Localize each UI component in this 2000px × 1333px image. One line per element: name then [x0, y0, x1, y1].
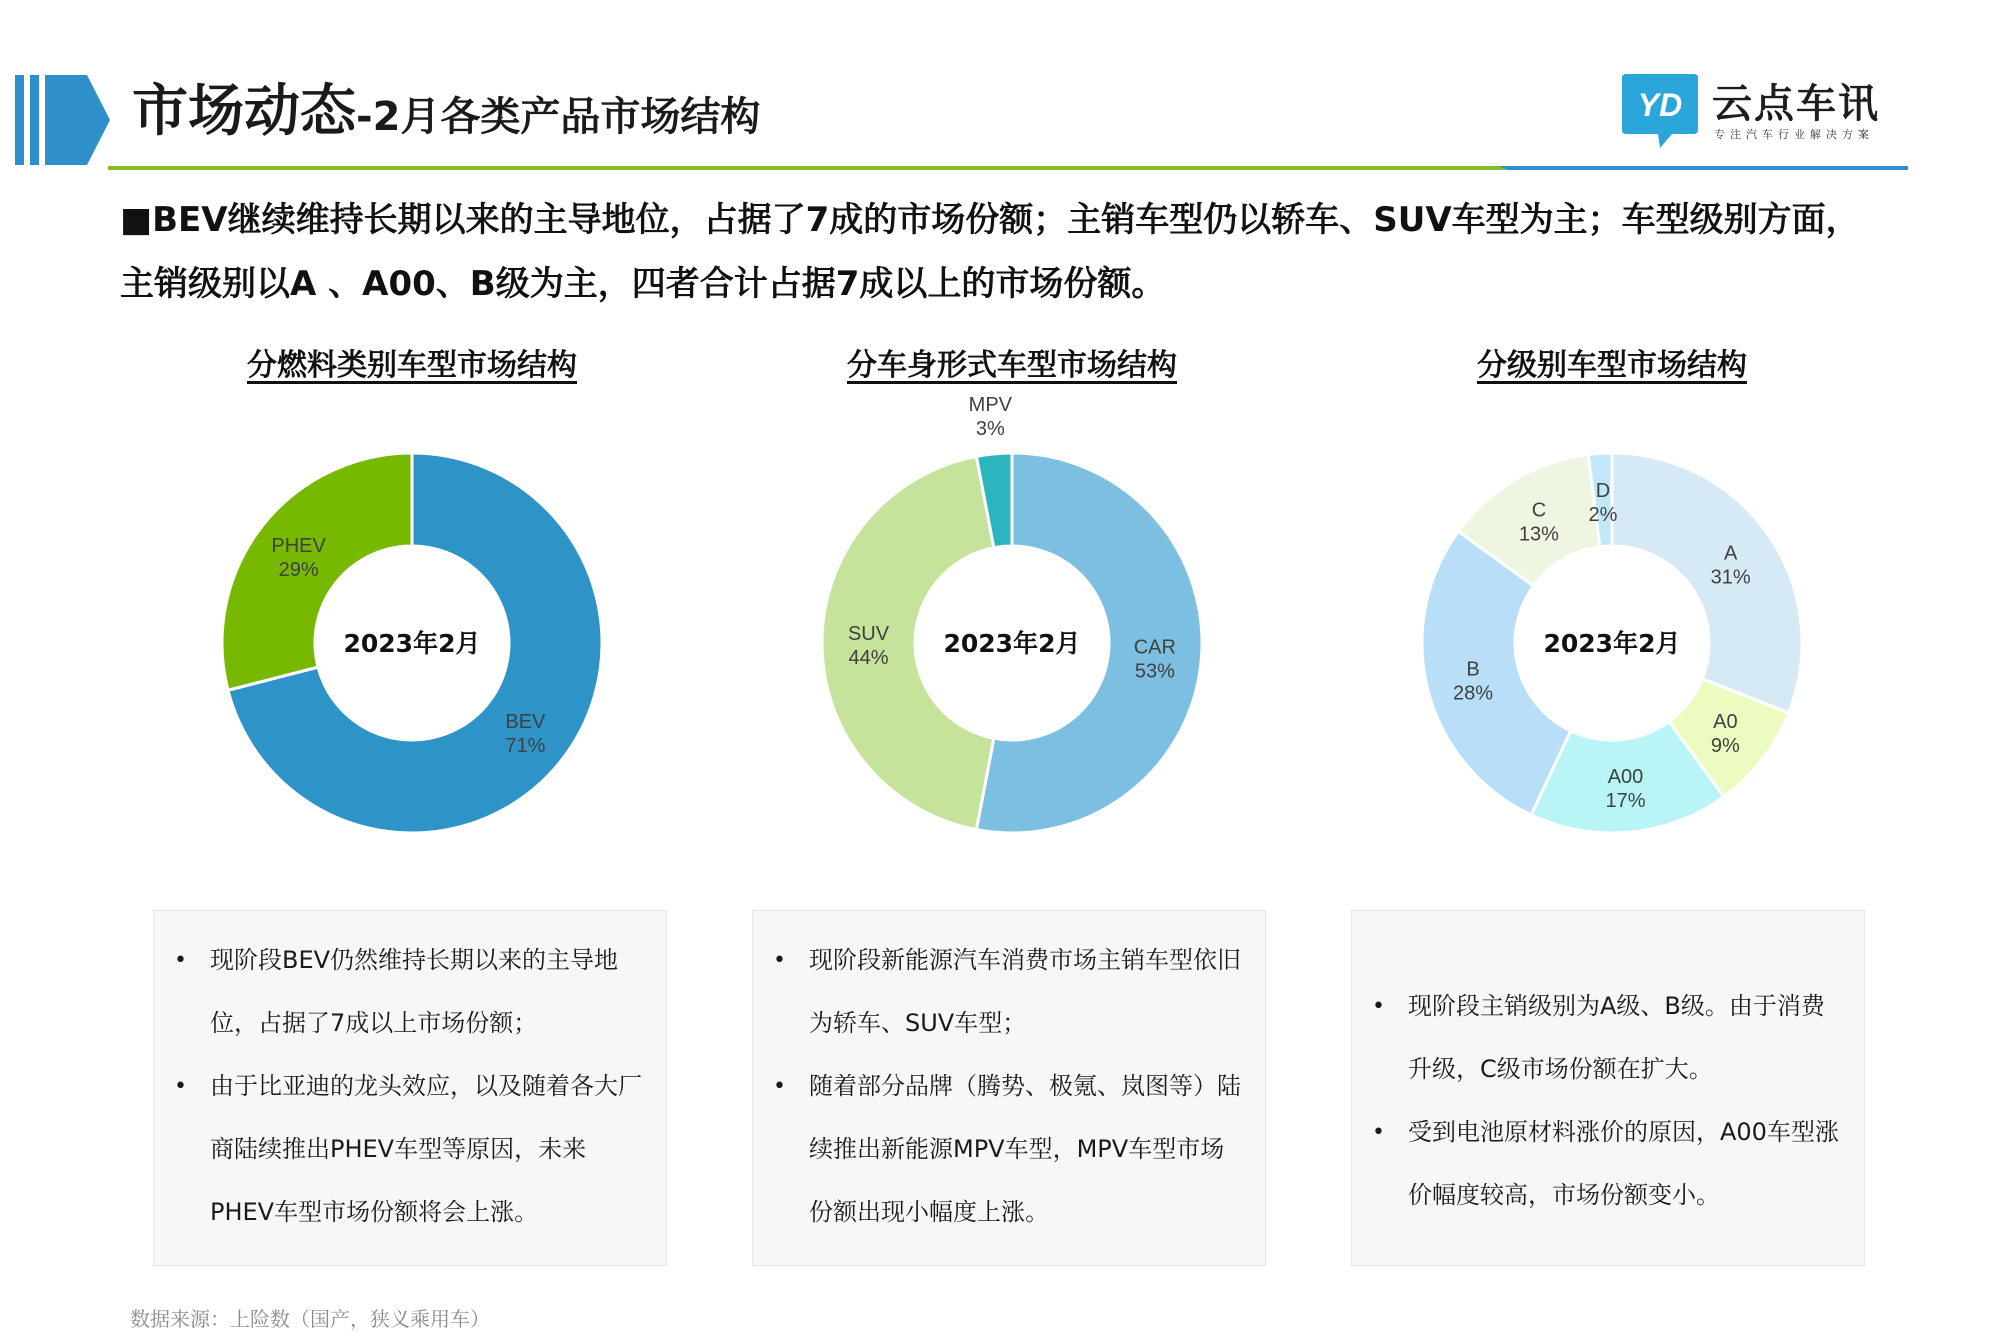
note-item: • 由于比亚迪的龙头效应，以及随着各大厂商陆续推出PHEV车型等原因，未来PHEV车型市场份额将会上涨。	[154, 1055, 666, 1244]
slice-name: PHEV	[271, 535, 326, 558]
svg-text:YD: YD	[1637, 87, 1683, 123]
slice-name: SUV	[847, 623, 890, 645]
slice-name: B	[1466, 658, 1480, 681]
note-box-body	[752, 910, 1266, 1266]
chart-title-class: 分级别车型市场结构	[1477, 348, 1747, 383]
slice-value: 17%	[1605, 789, 1646, 812]
page-title-main: 市场动态	[132, 79, 356, 144]
header-divider	[108, 165, 1908, 171]
slice-name: CAR	[1133, 636, 1176, 659]
slice-name: MPV	[968, 394, 1013, 417]
slice-label-mpv	[969, 394, 1013, 440]
slice-value: 31%	[1710, 566, 1751, 589]
slice-value: 44%	[848, 647, 889, 669]
logo-name: 云点车讯	[1712, 81, 1880, 127]
slice-value: 9%	[1710, 734, 1740, 757]
slice-value: 2%	[1588, 503, 1618, 526]
note-item: • 现阶段主销级别为A级、B级。由于消费升级，C级市场份额在扩大。	[1352, 975, 1864, 1101]
donut-chart-class	[1312, 400, 1912, 860]
slice-name: BEV	[505, 710, 546, 733]
slice-value: 29%	[278, 559, 319, 582]
donut-chart-fuel	[112, 400, 712, 860]
donut-chart-body	[712, 394, 1312, 860]
chart-title-fuel: 分燃料类别车型市场结构	[247, 348, 577, 383]
data-source: 数据来源：上险数（国产，狭义乘用车）	[130, 1307, 490, 1331]
chart-title-body: 分车身形式车型市场结构	[847, 348, 1177, 383]
slice-value: 28%	[1452, 682, 1494, 705]
slice-value: 3%	[975, 418, 1005, 441]
slice-name: A00	[1607, 765, 1644, 788]
donut-center-label: 2023年2月	[943, 629, 1081, 658]
note-item: • 现阶段BEV仍然维持长期以来的主导地位，占据了7成以上市场份额；	[154, 929, 666, 1055]
slice-name: C	[1531, 499, 1547, 522]
note-item: • 现阶段新能源汽车消费市场主销车型依旧为轿车、SUV车型；	[753, 929, 1265, 1055]
slice-name: A0	[1713, 710, 1738, 733]
note-item: • 受到电池原材料涨价的原因，A00车型涨价幅度较高，市场份额变小。	[1352, 1101, 1864, 1227]
brand-logo	[1620, 70, 1910, 150]
summary-text: ■BEV继续维持长期以来的主导地位，占据了7成的市场份额；主销车型仍以轿车、SUV车型为主；车型级别方面，主销级别以A 、A00、B级为主，四者合计占据7成以上的市场份额。	[120, 200, 1860, 304]
logo-tagline: 专注汽车行业解决方案	[1714, 128, 1874, 141]
donut-center-label: 2023年2月	[1543, 629, 1681, 658]
slice-name: A	[1724, 542, 1738, 565]
slice-a	[1612, 453, 1802, 713]
note-box-fuel	[153, 910, 667, 1266]
note-box-class	[1351, 910, 1865, 1266]
slice-value: 71%	[505, 734, 546, 757]
logo-mark-icon	[1620, 70, 1700, 150]
slice-value: 53%	[1134, 660, 1175, 683]
note-item: • 随着部分品牌（腾势、极氪、岚图等）陆续推出新能源MPV车型，MPV车型市场份额出现小幅度上涨。	[753, 1055, 1265, 1244]
slice-value: 13%	[1518, 523, 1559, 546]
page-title	[132, 79, 761, 144]
page-title-sub: -2月各类产品市场结构	[356, 94, 761, 140]
slice-b	[1422, 531, 1571, 815]
donut-center-label: 2023年2月	[343, 629, 481, 658]
header-accent-icon	[15, 75, 110, 165]
slice-name: D	[1595, 479, 1611, 502]
